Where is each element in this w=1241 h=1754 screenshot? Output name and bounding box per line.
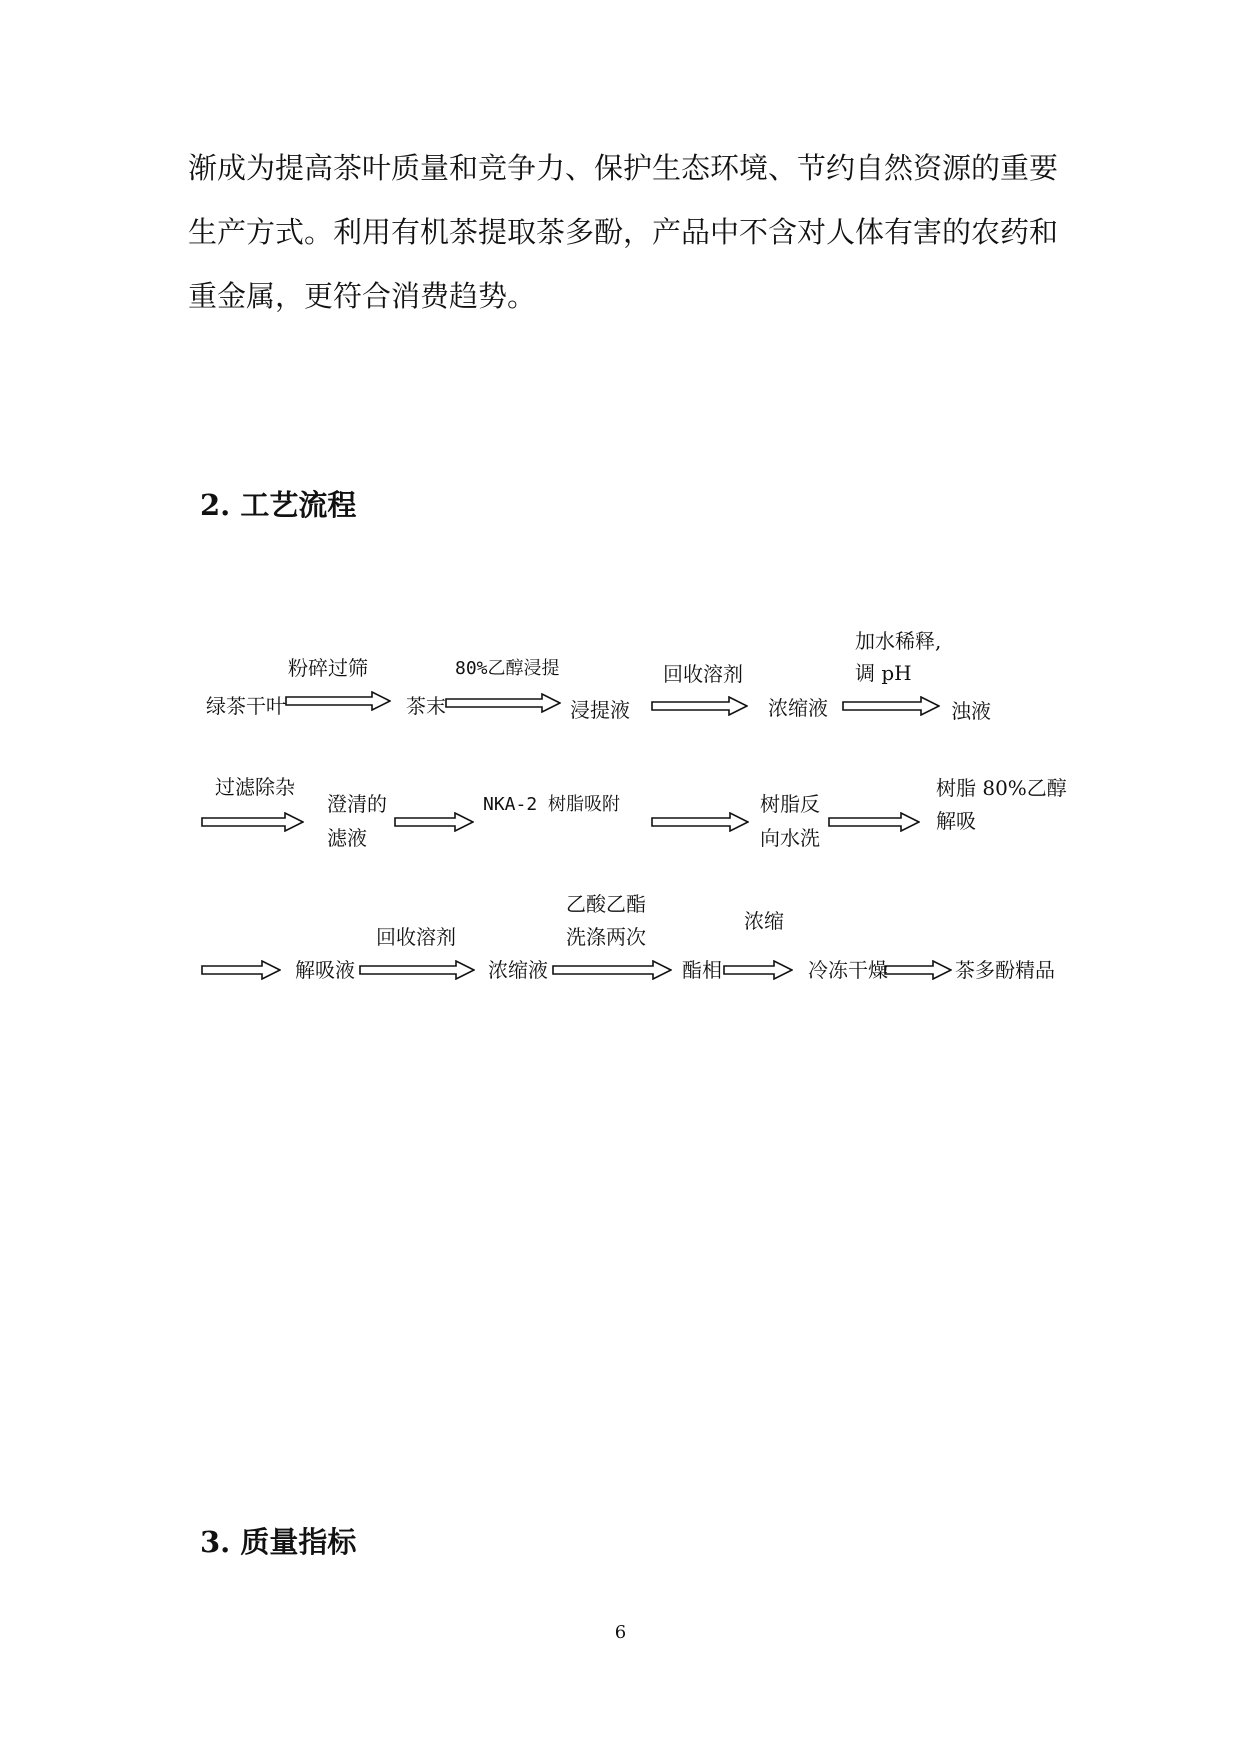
flow-node-turbid-liquid: 浊液 (951, 699, 991, 723)
paragraph-line-2: 生产方式。利用有机茶提取茶多酚，产品中不含对人体有害的农药和 (188, 215, 1059, 249)
flow-step-crush-sieve: 粉碎过筛 (288, 656, 368, 680)
flow-node-concentrate-1: 浓缩液 (768, 696, 828, 720)
flow-arrow-5 (201, 812, 304, 832)
flow-arrow-2 (445, 693, 561, 713)
flow-step-dilute-line-2: 调 pH (855, 661, 912, 685)
flow-arrow-9 (201, 960, 281, 980)
flow-node-tea-powder: 茶末 (406, 694, 446, 718)
flow-arrow-8 (828, 812, 920, 832)
section-2-heading: 2. 工艺流程 (200, 488, 357, 522)
flow-node-concentrate-2: 浓缩液 (488, 958, 548, 982)
flow-step-resin-adsorption: NKA-2 树脂吸附 (483, 794, 621, 815)
flow-arrow-6 (394, 812, 474, 832)
flow-step-filter: 过滤除杂 (215, 775, 295, 799)
flow-node-freeze-dry: 冷冻干燥 (808, 958, 888, 982)
flow-node-resin-backwash-line-1: 树脂反 (760, 792, 820, 816)
flow-node-tea-polyphenol-product: 茶多酚精品 (955, 958, 1055, 982)
flow-node-clear-filtrate-line-1: 澄清的 (327, 792, 387, 816)
flow-arrow-12 (723, 960, 793, 980)
flow-step-dilute-line-1: 加水稀释, (855, 629, 942, 653)
flow-step-ethanol-desorption-line-1: 树脂 80%乙醇 (936, 776, 1067, 800)
flow-arrow-3 (651, 696, 748, 716)
flow-arrow-11 (552, 960, 672, 980)
flow-node-extract: 浸提液 (570, 698, 630, 722)
flow-node-clear-filtrate-line-2: 滤液 (327, 826, 367, 850)
flow-step-ethyl-acetate-line-2: 洗涤两次 (566, 925, 646, 949)
flow-step-solvent-recovery-2: 回收溶剂 (376, 925, 456, 949)
page-number: 6 (614, 1622, 627, 1643)
paragraph-line-3: 重金属，更符合消费趋势。 (188, 279, 537, 313)
flow-arrow-13 (884, 960, 952, 980)
flow-arrow-7 (651, 812, 749, 832)
flow-step-ethanol-extraction: 80%乙醇浸提 (455, 658, 560, 679)
flow-arrow-10 (359, 960, 475, 980)
flow-node-green-tea-leaves: 绿茶干叶 (206, 694, 286, 718)
flow-arrow-1 (285, 691, 391, 711)
flow-step-concentrate: 浓缩 (744, 909, 784, 933)
flow-node-desorbed-liquid: 解吸液 (295, 958, 355, 982)
flow-step-ethanol-desorption-line-2: 解吸 (936, 809, 976, 833)
flow-node-ester-phase: 酯相 (682, 958, 722, 982)
flow-arrow-4 (842, 696, 940, 716)
section-3-heading: 3. 质量指标 (200, 1525, 357, 1559)
paragraph-line-1: 渐成为提高茶叶质量和竞争力、保护生态环境、节约自然资源的重要 (188, 151, 1059, 185)
flow-node-resin-backwash-line-2: 向水洗 (760, 826, 820, 850)
flow-step-ethyl-acetate-line-1: 乙酸乙酯 (566, 892, 646, 916)
flow-step-solvent-recovery-1: 回收溶剂 (663, 662, 743, 686)
